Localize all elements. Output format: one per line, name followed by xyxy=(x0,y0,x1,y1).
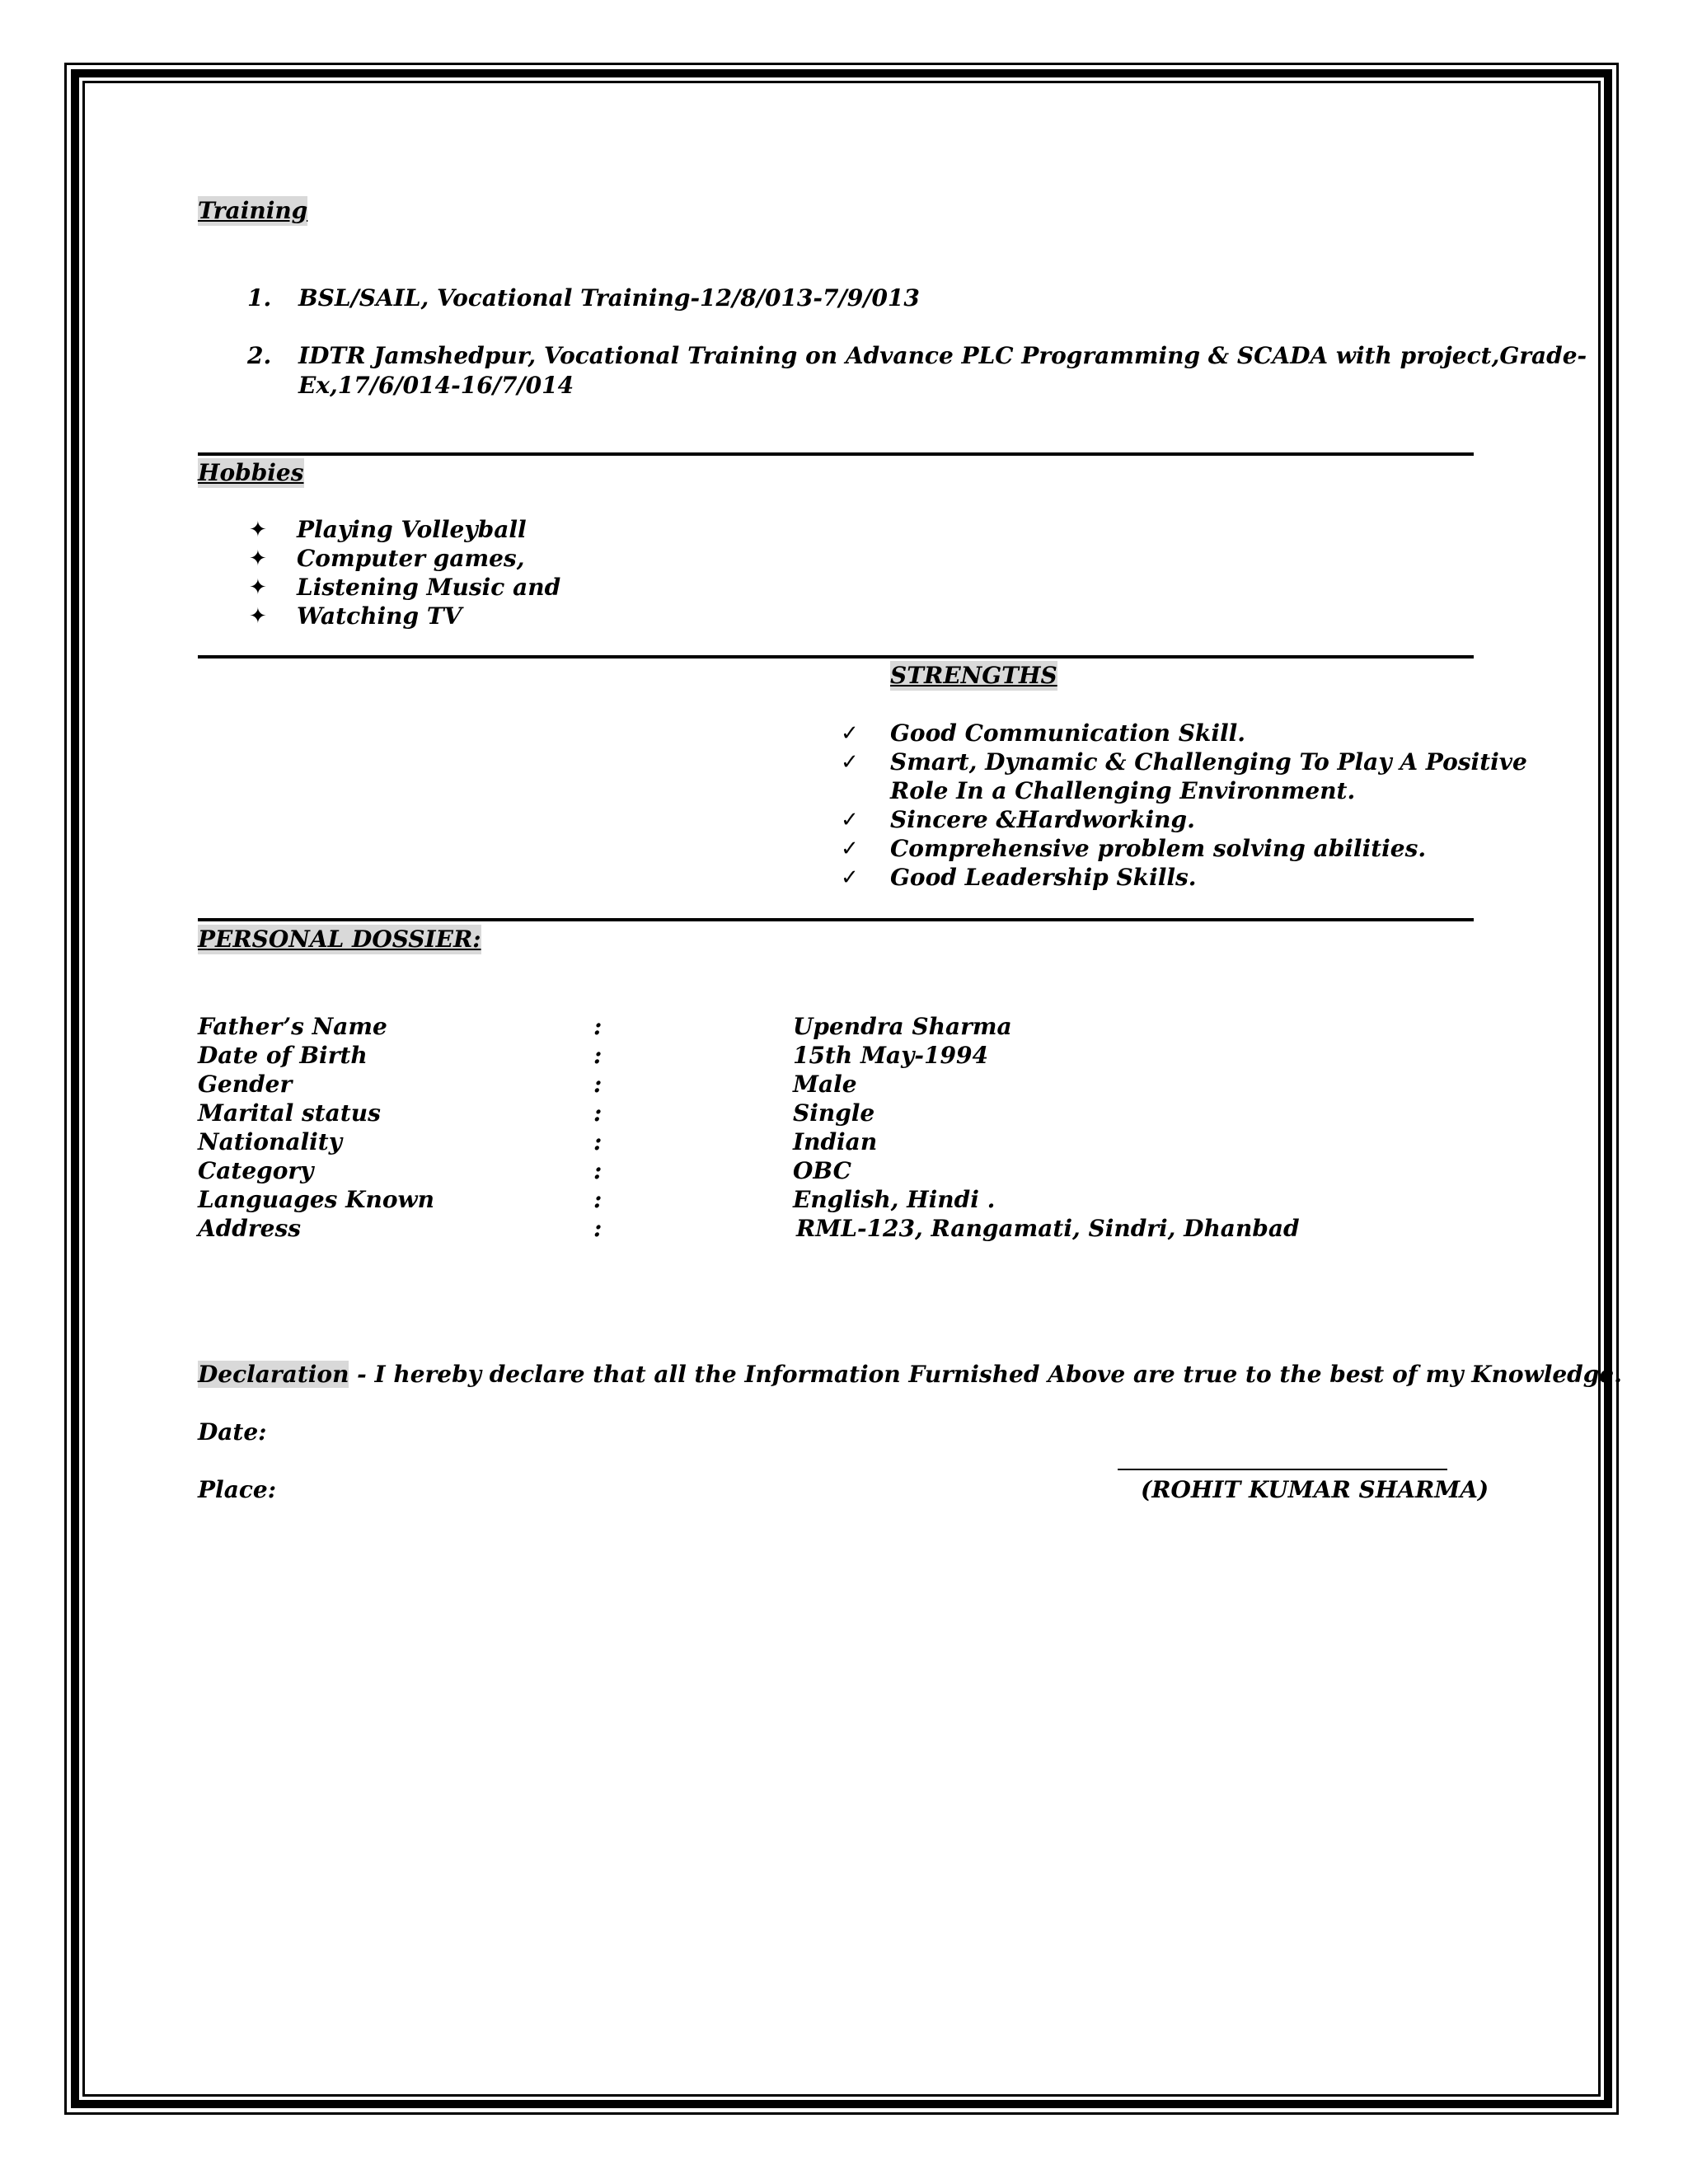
personal-label: Category xyxy=(198,1157,314,1184)
personal-label: Marital status xyxy=(198,1099,381,1127)
four-point-star-icon: ✦ xyxy=(249,518,267,542)
training-item-text: BSL/SAIL, Vocational Training-12/8/013-7/9/013 xyxy=(298,284,920,312)
personal-label: Gender xyxy=(198,1071,293,1098)
personal-separator: : xyxy=(593,1013,603,1040)
personal-value: OBC xyxy=(793,1157,851,1184)
training-item-number: 2. xyxy=(247,342,272,369)
strength-item: Good Leadership Skills. xyxy=(890,864,1197,891)
section-divider xyxy=(198,452,1474,456)
strength-item: Smart, Dynamic & Challenging To Play A Positive xyxy=(890,748,1527,776)
personal-dossier-heading: PERSONAL DOSSIER: xyxy=(198,926,481,953)
personal-separator: : xyxy=(593,1215,603,1242)
signature-name: (ROHIT KUMAR SHARMA) xyxy=(1141,1476,1489,1503)
personal-separator: : xyxy=(593,1099,603,1127)
declaration-line xyxy=(198,1360,1622,1390)
personal-value: Male xyxy=(793,1071,857,1098)
signature-line xyxy=(1118,1469,1447,1470)
section-divider xyxy=(198,918,1474,921)
personal-value: Indian xyxy=(793,1128,878,1155)
checkmark-icon: ✓ xyxy=(841,837,859,861)
strength-item: Good Communication Skill. xyxy=(890,719,1245,747)
strength-item: Comprehensive problem solving abilities. xyxy=(890,835,1427,862)
personal-label: Nationality xyxy=(198,1128,342,1155)
strengths-heading: STRENGTHS xyxy=(890,662,1057,689)
hobby-item: Listening Music and xyxy=(297,574,561,601)
four-point-star-icon: ✦ xyxy=(249,604,267,629)
checkmark-icon: ✓ xyxy=(841,808,859,832)
declaration-text: - I hereby declare that all the Information Furnished Above are true to the best of my Knowledge. xyxy=(349,1361,1622,1388)
personal-value: 15th May-1994 xyxy=(793,1042,988,1069)
personal-label: Date of Birth xyxy=(198,1042,368,1069)
checkmark-icon: ✓ xyxy=(841,721,859,746)
personal-value: RML-123, Rangamati, Sindri, Dhanbad xyxy=(796,1215,1300,1242)
strength-item-continued: Role In a Challenging Environment. xyxy=(890,777,1356,804)
personal-label: Languages Known xyxy=(198,1186,434,1213)
hobbies-heading: Hobbies xyxy=(198,459,304,486)
place-label: Place: xyxy=(198,1476,277,1503)
personal-separator: : xyxy=(593,1186,603,1213)
personal-separator: : xyxy=(593,1071,603,1098)
personal-value: Single xyxy=(793,1099,875,1127)
personal-label: Address xyxy=(198,1215,301,1242)
checkmark-icon: ✓ xyxy=(841,750,859,775)
personal-separator: : xyxy=(593,1128,603,1155)
hobby-item: Computer games, xyxy=(297,545,525,572)
training-heading: Training xyxy=(198,197,308,224)
four-point-star-icon: ✦ xyxy=(249,575,267,600)
strength-item: Sincere &Hardworking. xyxy=(890,806,1195,833)
personal-value: Upendra Sharma xyxy=(793,1013,1012,1040)
personal-value: English, Hindi . xyxy=(793,1186,996,1213)
training-item-text-continued: Ex,17/6/014-16/7/014 xyxy=(298,372,574,399)
four-point-star-icon: ✦ xyxy=(249,546,267,571)
declaration-label: Declaration xyxy=(198,1361,349,1388)
hobby-item: Watching TV xyxy=(297,602,462,630)
date-label: Date: xyxy=(198,1418,267,1446)
section-divider xyxy=(198,655,1474,658)
training-item-number: 1. xyxy=(247,284,272,312)
personal-separator: : xyxy=(593,1042,603,1069)
training-item-text: IDTR Jamshedpur, Vocational Training on Advance PLC Programming & SCADA with project,Grade- xyxy=(298,342,1587,369)
checkmark-icon: ✓ xyxy=(841,865,859,890)
personal-separator: : xyxy=(593,1157,603,1184)
hobby-item: Playing Volleyball xyxy=(297,516,527,543)
personal-label: Father’s Name xyxy=(198,1013,387,1040)
